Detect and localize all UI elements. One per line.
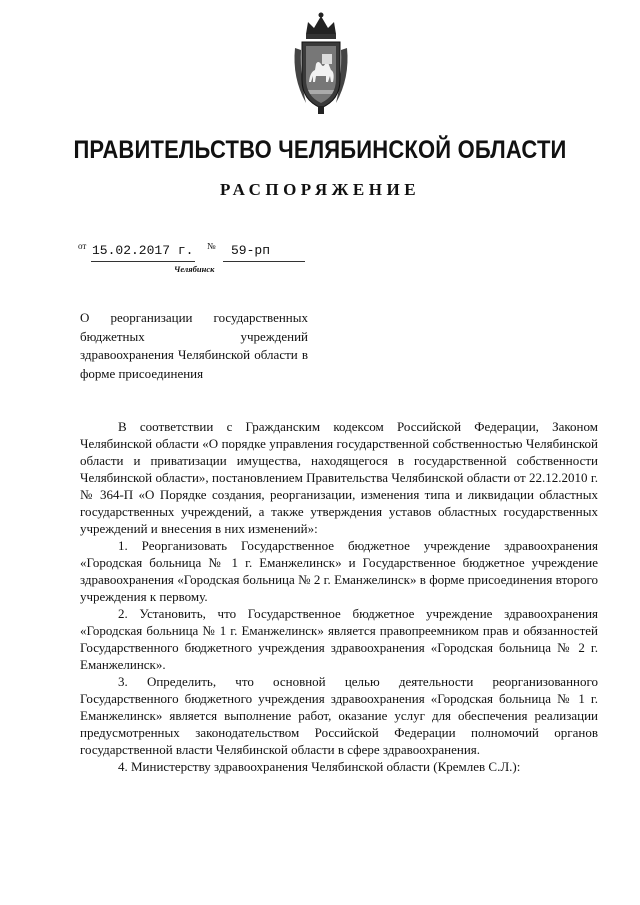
- document-number: 59-рп: [231, 243, 271, 258]
- body-paragraph: 3. Определить, что основной целью деятельности реорганизованного Государственного бюджетного учреждения здравоохранения «Городская больница № 1 г. Еманжелинск» является выполнение работ, оказание услуг для обеспечения реализации предусмотренных законодательством Российской Федерации полномочий органов государственной власти Челябинской области в сфере здравоохранения.: [80, 674, 598, 757]
- government-title: ПРАВИТЕЛЬСТВО ЧЕЛЯБИНСКОЙ ОБЛАСТИ: [73, 136, 567, 164]
- document-date: 15.02.2017 г.: [92, 243, 194, 258]
- number-underline: [223, 261, 305, 262]
- date-underline: [91, 261, 195, 262]
- document-subject: О реорганизации государственных бюджетных учреждений здравоохранения Челябинской области в форме присоединения: [80, 310, 308, 381]
- body-paragraph: 2. Установить, что Государственное бюджетное учреждение здравоохранения «Городская больница № 1 г. Еманжелинск» является правопреемником прав и обязанностей Государственного бюджетного учреждения здравоохранения «Городская больница № 2 г. Еманжелинск».: [80, 606, 598, 672]
- issue-city: Челябинск: [174, 264, 215, 274]
- date-prefix: от: [78, 241, 87, 251]
- chelyabinsk-coat-of-arms-icon: [292, 8, 350, 118]
- number-prefix: №: [207, 241, 216, 251]
- document-body: [80, 418, 598, 775]
- document-kind-title: РАСПОРЯЖЕНИЕ: [219, 180, 421, 199]
- body-paragraph: В соответствии с Гражданским кодексом Российской Федерации, Законом Челябинской области «О порядке управления государственной собственностью Челябинской области и приватизации имущества, находящегося в государственной собственности Челябинской области», постановлением Правительства Челябинской области от 22.12.2010 г. № 364-П «О Порядке создания, реорганизации, изменения типа и ликвидации областных государственных учреждений, а также утверждения уставов областных государственных учреждений и внесения в них изменений»:: [80, 419, 598, 536]
- body-paragraph: 1. Реорганизовать Государственное бюджетное учреждение здравоохранения «Городская больница № 1 г. Еманжелинск» и Государственное бюджетное учреждение здравоохранения «Городская больница № 2 г. Еманжелинск» в форме присоединения второго учреждения к первому.: [80, 538, 598, 604]
- body-paragraph: 4. Министерству здравоохранения Челябинской области (Кремлев С.Л.):: [118, 759, 521, 774]
